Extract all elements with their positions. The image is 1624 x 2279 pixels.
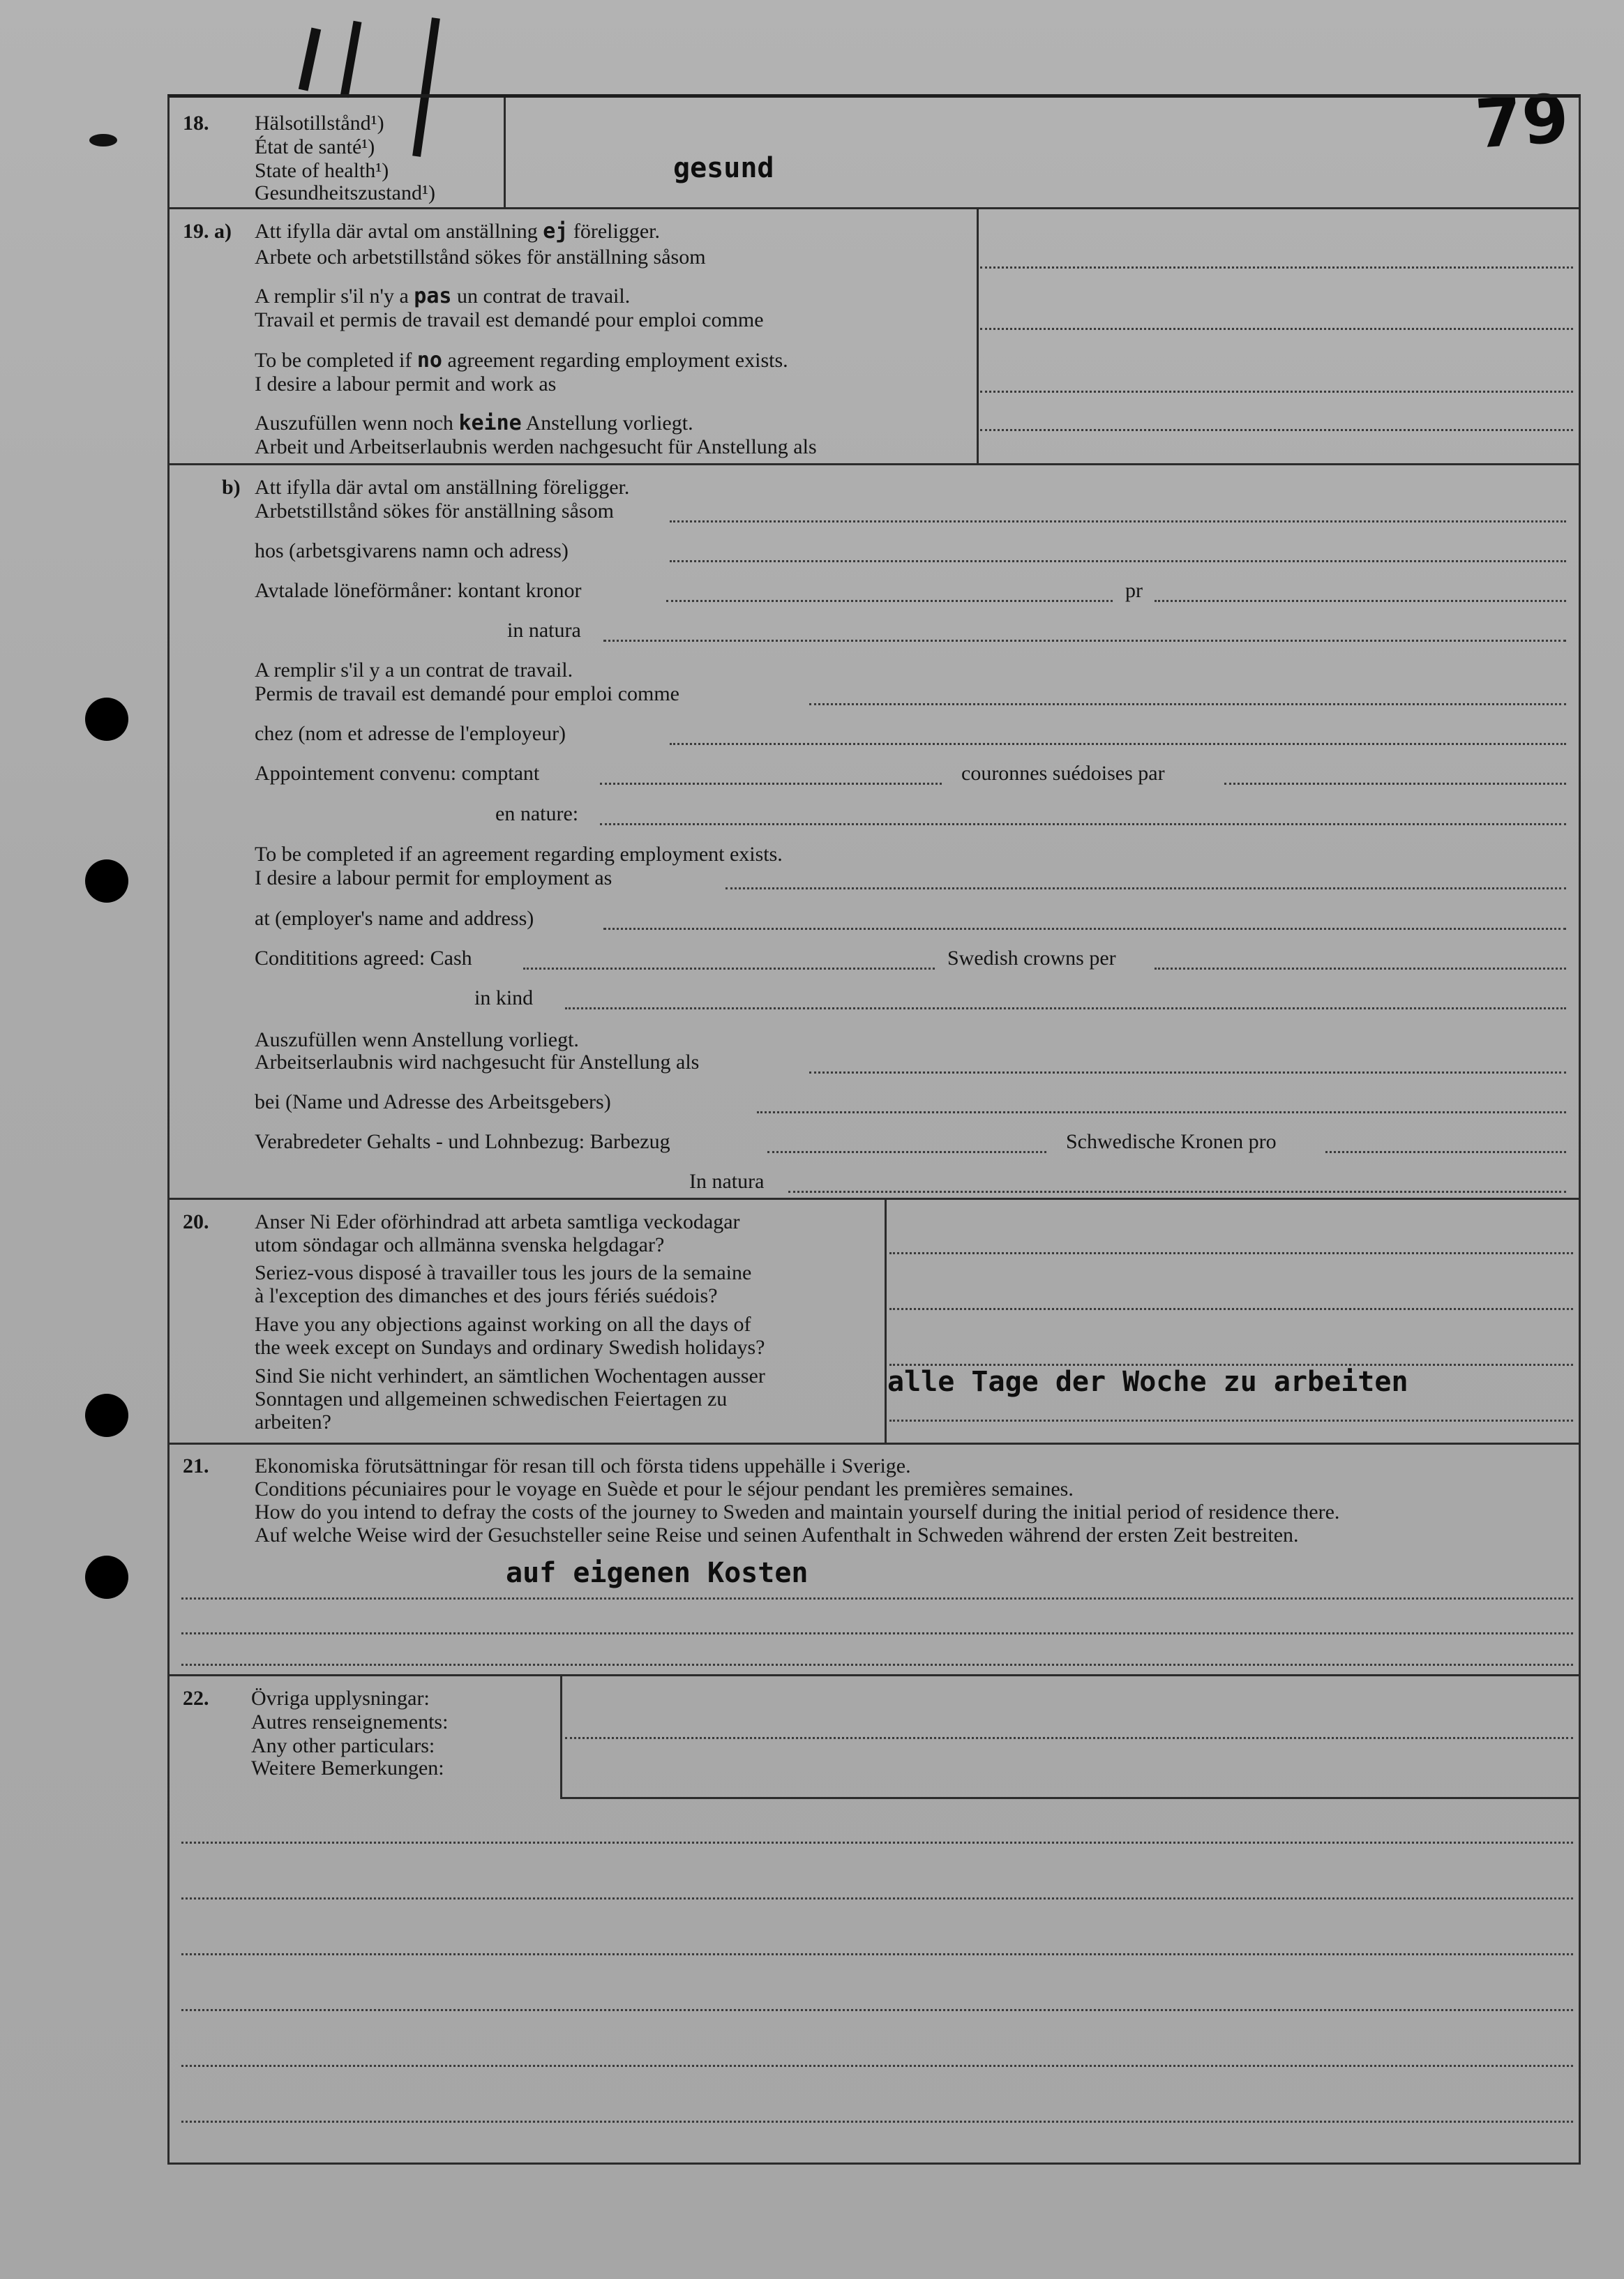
- answer-line[interactable]: [600, 823, 1566, 825]
- divider: [560, 1797, 1579, 1799]
- q21-answer: auf eigenen Kosten: [506, 1557, 809, 1589]
- answer-line[interactable]: [666, 600, 1113, 602]
- punch-hole: [85, 859, 128, 903]
- answer-line[interactable]: [181, 1632, 1573, 1634]
- q19a-en-text: I desire a labour permit and work as: [255, 373, 557, 396]
- divider: [167, 1443, 1579, 1445]
- q18-answer: gesund: [673, 152, 774, 184]
- q19a-de-text: Arbeit und Arbeitserlaubnis werden nachgesucht für Anstellung als: [255, 435, 817, 458]
- q19b-de-heading: Auszufüllen wenn Anstellung vorliegt.: [255, 1028, 579, 1051]
- q20-line: Sonntagen und allgemeinen schwedischen Feiertagen zu: [255, 1387, 728, 1411]
- q22-label-en: Any other particulars:: [251, 1734, 435, 1757]
- answer-line[interactable]: [767, 1151, 1046, 1153]
- q19b-sv-employment: Arbetstillstånd sökes för anställning såsom: [255, 499, 614, 522]
- q19b-en-cash: Condititions agreed: Cash: [255, 947, 472, 970]
- ink-mark: [89, 134, 117, 146]
- q19b-fr-employer: chez (nom et adresse de l'employeur): [255, 722, 566, 745]
- q18-number: 18.: [183, 112, 209, 135]
- answer-line[interactable]: [670, 743, 1566, 745]
- punch-hole: [85, 698, 128, 741]
- answer-line[interactable]: [1224, 783, 1566, 785]
- answer-line[interactable]: [1155, 968, 1566, 970]
- q20-answer: alle Tage der Woche zu arbeiten: [887, 1366, 1408, 1398]
- q19b-number: b): [222, 476, 241, 499]
- punch-hole: [85, 1556, 128, 1599]
- ink-mark: [299, 28, 321, 91]
- answer-line[interactable]: [788, 1191, 1566, 1193]
- q19b-en-per: Swedish crowns per: [947, 947, 1116, 970]
- q19b-de-employment: Arbeitserlaubnis wird nachgesucht für Anstellung als: [255, 1051, 700, 1074]
- answer-line[interactable]: [889, 1420, 1573, 1422]
- answer-line[interactable]: [600, 783, 942, 785]
- answer-line[interactable]: [725, 887, 1566, 889]
- q20-line: the week except on Sundays and ordinary Swedish holidays?: [255, 1336, 765, 1359]
- q19b-de-per: Schwedische Kronen pro: [1066, 1130, 1277, 1153]
- answer-line[interactable]: [980, 266, 1573, 269]
- q19b-sv-salary: Avtalade löneförmåner: kontant kronor: [255, 579, 582, 602]
- answer-line[interactable]: [670, 560, 1566, 562]
- q19b-fr-nature: en nature:: [495, 802, 579, 825]
- q19a-en-heading: To be completed if no agreement regarding employment exists.: [255, 348, 788, 373]
- q18-label-sv: Hälsotillstånd¹): [255, 112, 384, 135]
- q19b-en-employment: I desire a labour permit for employment as: [255, 866, 612, 889]
- q19b-de-salary: Verabredeter Gehalts - und Lohnbezug: Barbezug: [255, 1130, 670, 1153]
- answer-line[interactable]: [181, 1897, 1573, 1900]
- column-divider: [977, 209, 979, 463]
- q20-line: utom söndagar och allmänna svenska helgdagar?: [255, 1233, 665, 1256]
- q19b-de-employer: bei (Name und Adresse des Arbeitsgebers): [255, 1090, 611, 1113]
- answer-line[interactable]: [603, 640, 1566, 642]
- q19a-sv-heading: Att ifylla där avtal om anställning ej föreligger.: [255, 219, 660, 243]
- q19b-sv-employer: hos (arbetsgivarens namn och adress): [255, 539, 569, 562]
- q18-label-en: State of health¹): [255, 159, 389, 182]
- q22-label-sv: Övriga upplysningar:: [251, 1687, 430, 1710]
- column-divider: [504, 98, 506, 207]
- q20-line: Sind Sie nicht verhindert, an sämtlichen Wochentagen ausser: [255, 1364, 765, 1387]
- answer-line[interactable]: [181, 2121, 1573, 2123]
- answer-line[interactable]: [181, 1842, 1573, 1844]
- q19b-fr-employment: Permis de travail est demandé pour emploi comme: [255, 682, 679, 705]
- q18-label-fr: État de santé¹): [255, 135, 375, 158]
- q19b-sv-per: pr: [1125, 579, 1143, 602]
- q19a-sv-text: Arbete och arbetstillstånd sökes för anställning såsom: [255, 246, 706, 269]
- answer-line[interactable]: [809, 1071, 1566, 1074]
- answer-line[interactable]: [181, 1597, 1573, 1600]
- q19a-fr-text: Travail et permis de travail est demandé pour emploi comme: [255, 308, 764, 331]
- column-divider: [560, 1676, 562, 1797]
- answer-line[interactable]: [523, 968, 935, 970]
- q22-label-de: Weitere Bemerkungen:: [251, 1757, 444, 1780]
- q19a-number: 19. a): [183, 220, 232, 243]
- q22-label-fr: Autres renseignements:: [251, 1710, 449, 1733]
- q20-line: arbeiten?: [255, 1411, 331, 1434]
- answer-line[interactable]: [181, 2009, 1573, 2011]
- answer-line[interactable]: [980, 429, 1573, 431]
- divider: [167, 463, 1579, 465]
- ink-mark: [340, 21, 362, 98]
- answer-line[interactable]: [181, 1953, 1573, 1955]
- answer-line[interactable]: [181, 1664, 1573, 1666]
- q22-number: 22.: [183, 1687, 209, 1710]
- q21-number: 21.: [183, 1454, 209, 1477]
- q19b-fr-heading: A remplir s'il y a un contrat de travail.: [255, 659, 573, 682]
- q20-line: à l'exception des dimanches et des jours fériés suédois?: [255, 1284, 718, 1307]
- divider: [167, 207, 1579, 209]
- q19b-fr-per: couronnes suédoises par: [961, 762, 1165, 785]
- column-divider: [885, 1200, 887, 1443]
- answer-line[interactable]: [809, 703, 1566, 705]
- q20-line: Have you any objections against working on all the days of: [255, 1313, 751, 1336]
- q21-line-de: Auf welche Weise wird der Gesuchsteller seine Reise und seinen Aufenthalt in Schweden während der ersten Zeit bestreiten.: [255, 1524, 1299, 1547]
- q18-label-de: Gesundheitszustand¹): [255, 181, 435, 204]
- divider: [167, 1198, 1579, 1200]
- q19b-sv-natura: in natura: [507, 619, 581, 642]
- answer-line[interactable]: [757, 1111, 1566, 1113]
- answer-line[interactable]: [1325, 1151, 1566, 1153]
- answer-line[interactable]: [603, 928, 1566, 930]
- q19b-de-natura: In natura: [689, 1170, 765, 1193]
- q20-number: 20.: [183, 1210, 209, 1233]
- q21-line-en: How do you intend to defray the costs of the journey to Sweden and maintain yourself during the initial period of residence there.: [255, 1500, 1340, 1524]
- q19b-en-heading: To be completed if an agreement regarding employment exists.: [255, 843, 783, 866]
- answer-line[interactable]: [181, 2065, 1573, 2067]
- q19a-fr-heading: A remplir s'il n'y a pas un contrat de travail.: [255, 284, 631, 308]
- answer-line[interactable]: [980, 391, 1573, 393]
- divider: [167, 1674, 1579, 1676]
- answer-line[interactable]: [980, 328, 1573, 330]
- q19b-en-employer: at (employer's name and address): [255, 907, 534, 930]
- page-number: 79: [1473, 79, 1572, 164]
- answer-line[interactable]: [889, 1308, 1573, 1310]
- form-frame: [167, 94, 1581, 2165]
- q21-line-sv: Ekonomiska förutsättningar för resan till och första tidens uppehälle i Sverige.: [255, 1454, 911, 1477]
- q20-line: Seriez-vous disposé à travailler tous les jours de la semaine: [255, 1261, 752, 1284]
- q19b-en-kind: in kind: [474, 986, 534, 1009]
- q19b-sv-heading: Att ifylla där avtal om anställning föreligger.: [255, 476, 630, 499]
- punch-hole: [85, 1394, 128, 1437]
- answer-line[interactable]: [670, 520, 1566, 522]
- answer-line[interactable]: [565, 1007, 1566, 1009]
- q19a-de-heading: Auszufüllen wenn noch keine Anstellung vorliegt.: [255, 411, 693, 435]
- q19b-fr-salary: Appointement convenu: comptant: [255, 762, 540, 785]
- answer-line[interactable]: [889, 1252, 1573, 1254]
- q20-line: Anser Ni Eder oförhindrad att arbeta samtliga veckodagar: [255, 1210, 740, 1233]
- answer-line[interactable]: [1155, 600, 1566, 602]
- answer-line[interactable]: [565, 1737, 1573, 1739]
- q21-line-fr: Conditions pécuniaires pour le voyage en Suède et pour le séjour pendant les premières semaines.: [255, 1477, 1074, 1500]
